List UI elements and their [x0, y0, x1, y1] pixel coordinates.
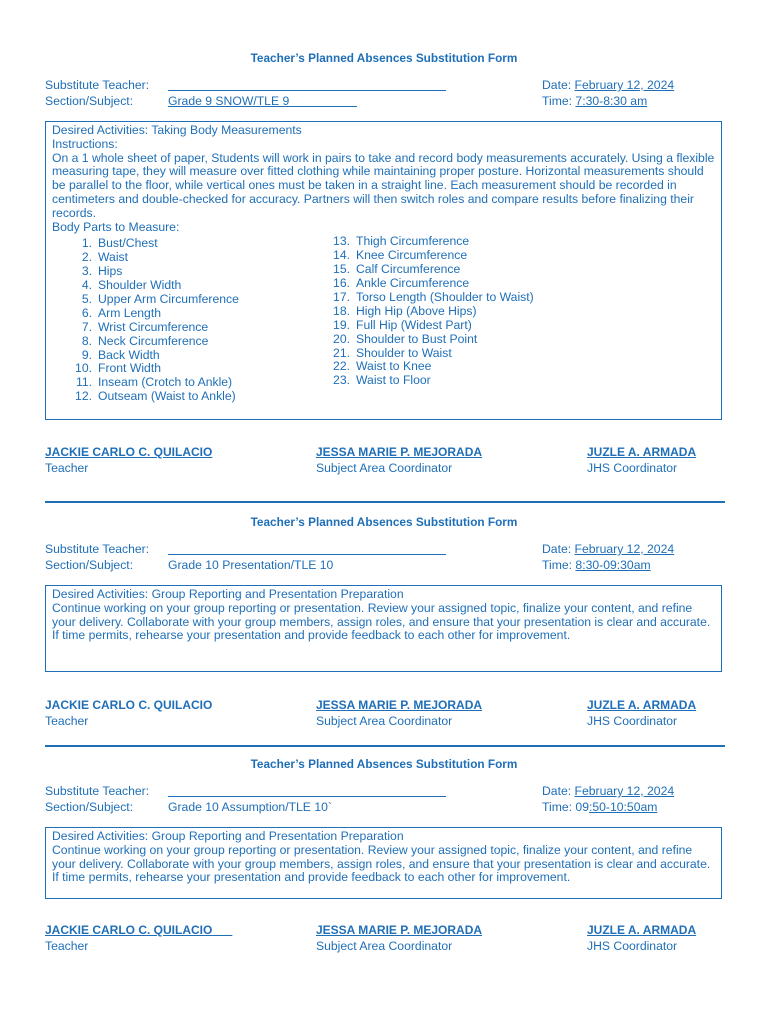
- body-part-number: 18.: [333, 303, 350, 318]
- time-label: Time:: [542, 800, 573, 814]
- instructions-text: On a 1 whole sheet of paper, Students will work in pairs to take and record body measurements accurately. Using a flexible measuring tape, they will measure over fitted clothing while maintaining proper posture. Horizontal measurements should be parallel to the floor, while vertical ones must be taken in a straight line. Each measurement should be recorded in centimeters and double-checked for accuracy. Partners will then switch roles and compare results before finalizing their records.: [52, 150, 715, 220]
- date-value: February 12, 2024: [574, 542, 675, 556]
- signature-role: JHS Coordinator: [587, 714, 678, 728]
- substitute-label: Substitute Teacher:: [45, 78, 150, 92]
- body-part-number: 14.: [333, 248, 350, 263]
- form-divider: [45, 501, 725, 503]
- body-part-number: 4.: [81, 278, 92, 293]
- time-value: 7:30-8:30 am: [575, 94, 648, 108]
- body-parts-lists: [52, 234, 715, 404]
- body-part-number: 15.: [333, 262, 350, 277]
- body-part-number: 8.: [81, 333, 92, 348]
- time-field: [542, 800, 657, 814]
- substitute-blank-line: [168, 90, 446, 91]
- body-part-label: Waist to Knee: [356, 359, 432, 374]
- section-label: Section/Subject:: [45, 558, 134, 572]
- body-part-label: Ankle Circumference: [356, 276, 470, 291]
- signature-name: JACKIE CARLO C. QUILACIO: [45, 698, 213, 712]
- body-part-label: Bust/Chest: [98, 236, 158, 251]
- body-part-item: [64, 362, 239, 376]
- signature-name: JUZLE A. ARMADA: [587, 923, 697, 937]
- body-part-label: Thigh Circumference: [356, 234, 470, 249]
- signature-role: Subject Area Coordinator: [316, 461, 453, 475]
- body-part-number: 1.: [81, 236, 92, 251]
- time-prefix: 09: [575, 800, 589, 814]
- signature-subject-coordinator: [316, 923, 482, 953]
- body-part-number: 7.: [81, 319, 92, 334]
- form-title: Teacher’s Planned Absences Substitution Form: [250, 515, 518, 529]
- date-label: Date:: [542, 78, 572, 92]
- body-part-label: Shoulder to Waist: [356, 345, 452, 360]
- parts-label: Body Parts to Measure:: [52, 219, 180, 234]
- body-part-item: [64, 251, 239, 265]
- section-row: [45, 94, 725, 110]
- body-part-label: Knee Circumference: [356, 248, 468, 263]
- body-part-item: [322, 360, 534, 374]
- body-part-number: 2.: [81, 250, 92, 265]
- section-label: Section/Subject:: [45, 800, 134, 814]
- body-part-item: [64, 307, 239, 321]
- date-field: [542, 784, 674, 798]
- body-part-label: Waist to Floor: [356, 373, 431, 388]
- body-part-label: Waist: [98, 250, 129, 265]
- body-part-item: [64, 321, 239, 335]
- time-field: [542, 94, 647, 108]
- signature-name-text: JACKIE CARLO C. QUILACIO: [45, 923, 213, 937]
- form-divider: [45, 745, 725, 747]
- substitute-blank-line: [168, 554, 446, 555]
- body-part-label: High Hip (Above Hips): [356, 303, 477, 318]
- signature-role: Teacher: [45, 939, 89, 953]
- body-part-item: [64, 376, 239, 390]
- substitute-label: Substitute Teacher:: [45, 784, 150, 798]
- substitute-blank-line: [168, 796, 446, 797]
- body-part-item: [322, 277, 534, 291]
- activity-line: Desired Activities: Taking Body Measurements: [52, 123, 302, 137]
- body-parts-list-left: [64, 237, 239, 404]
- form-title: Teacher’s Planned Absences Substitution Form: [250, 51, 518, 65]
- body-part-label: Front Width: [98, 361, 161, 376]
- signature-role: Subject Area Coordinator: [316, 939, 453, 953]
- body-part-item: [64, 293, 239, 307]
- activity-line: Desired Activities: Group Reporting and Presentation Preparation: [52, 829, 404, 843]
- body-part-item: [322, 333, 534, 347]
- body-part-label: Shoulder to Bust Point: [356, 331, 478, 346]
- body-part-number: 20.: [333, 331, 350, 346]
- form-title: Teacher’s Planned Absences Substitution Form: [250, 757, 518, 771]
- signature-teacher: [45, 923, 232, 953]
- signature-jhs-coordinator: [587, 698, 696, 728]
- body-part-number: 12.: [75, 389, 92, 404]
- section-row: [45, 800, 725, 816]
- section-value: Grade 10 Presentation/TLE 10: [168, 558, 334, 572]
- body-part-label: Outseam (Waist to Ankle): [98, 389, 236, 404]
- signature-role: Subject Area Coordinator: [316, 714, 453, 728]
- body-part-label: Neck Circumference: [98, 333, 209, 348]
- signature-teacher: [45, 698, 212, 728]
- signature-name: [45, 923, 232, 939]
- body-part-number: 19.: [333, 317, 350, 332]
- body-part-item: [322, 235, 534, 249]
- date-value: February 12, 2024: [574, 78, 675, 92]
- time-label: Time:: [542, 558, 573, 572]
- body-part-label: Full Hip (Widest Part): [356, 317, 472, 332]
- activity-box: [45, 121, 722, 420]
- signature-name: JUZLE A. ARMADA: [587, 698, 697, 712]
- time-field: [542, 558, 651, 572]
- substitute-row: [45, 542, 725, 558]
- body-part-label: Shoulder Width: [98, 278, 182, 293]
- signature-name: JESSA MARIE P. MEJORADA: [316, 698, 483, 712]
- signature-jhs-coordinator: [587, 445, 696, 475]
- body-part-item: [64, 237, 239, 251]
- body-part-number: 22.: [333, 359, 350, 374]
- body-part-label: Hips: [98, 264, 123, 279]
- body-part-number: 5.: [81, 291, 92, 306]
- date-field: [542, 78, 674, 92]
- body-part-item: [64, 279, 239, 293]
- body-part-item: [322, 319, 534, 333]
- body-part-item: [322, 374, 534, 388]
- substitute-row: [45, 78, 725, 94]
- body-part-item: [322, 291, 534, 305]
- body-part-item: [322, 263, 534, 277]
- signature-teacher: [45, 445, 212, 475]
- date-value: February 12, 2024: [574, 784, 675, 798]
- activity-box: [45, 585, 722, 672]
- signature-role: Teacher: [45, 714, 89, 728]
- body-part-label: Upper Arm Circumference: [98, 291, 239, 306]
- substitute-label: Substitute Teacher:: [45, 542, 150, 556]
- body-part-number: 3.: [81, 264, 92, 279]
- body-part-number: 23.: [333, 373, 350, 388]
- date-label: Date:: [542, 784, 572, 798]
- activity-body: Continue working on your group reporting or presentation. Review your assigned topic, finalize your content, and refine your delivery. Collaborate with your group members, assign roles, and ensure that your presentation is clear and accurate. If time permits, rehearse your presentation and provide feedback to each other for improvement.: [52, 600, 711, 643]
- body-part-number: 16.: [333, 276, 350, 291]
- section-row: [45, 558, 725, 574]
- time-value: 8:30-09:30am: [575, 558, 651, 572]
- signature-role: JHS Coordinator: [587, 939, 678, 953]
- signature-jhs-coordinator: [587, 923, 696, 953]
- body-part-label: Back Width: [98, 347, 160, 362]
- signature-subject-coordinator: [316, 698, 482, 728]
- body-part-label: Calf Circumference: [356, 262, 461, 277]
- body-part-number: 11.: [75, 375, 92, 390]
- body-part-number: 9.: [81, 347, 92, 362]
- activity-box: [45, 827, 722, 899]
- body-part-item: [322, 249, 534, 263]
- date-label: Date:: [542, 542, 572, 556]
- time-label: Time:: [542, 94, 573, 108]
- signature-name: JESSA MARIE P. MEJORADA: [316, 445, 483, 459]
- body-part-label: Torso Length (Shoulder to Waist): [356, 289, 534, 304]
- time-value: :50-10:50am: [588, 800, 658, 814]
- body-part-item: [322, 305, 534, 319]
- signature-role: JHS Coordinator: [587, 461, 678, 475]
- date-field: [542, 542, 674, 556]
- signature-role: Teacher: [45, 461, 89, 475]
- body-part-item: [64, 265, 239, 279]
- body-part-item: [64, 390, 239, 404]
- body-part-label: Arm Length: [98, 305, 162, 320]
- body-part-number: 13.: [333, 234, 350, 249]
- body-part-item: [64, 335, 239, 349]
- signature-subject-coordinator: [316, 445, 482, 475]
- activity-body: Continue working on your group reporting or presentation. Review your assigned topic, finalize your content, and refine your delivery. Collaborate with your group members, assign roles, and ensure that your presentation is clear and accurate. If time permits, rehearse your presentation and provide feedback to each other for improvement.: [52, 842, 711, 885]
- instructions-label: Instructions:: [52, 136, 118, 151]
- signature-name: JUZLE A. ARMADA: [587, 445, 697, 459]
- body-parts-list-right: [322, 235, 534, 388]
- section-value-text: Grade 9 SNOW/TLE 9: [168, 94, 290, 108]
- activity-line: Desired Activities: Group Reporting and Presentation Preparation: [52, 587, 404, 601]
- body-part-number: 6.: [81, 305, 92, 320]
- body-part-label: Inseam (Crotch to Ankle): [98, 375, 233, 390]
- section-label: Section/Subject:: [45, 94, 134, 108]
- section-value: [168, 94, 357, 108]
- substitute-row: [45, 784, 725, 800]
- signature-name: JESSA MARIE P. MEJORADA: [316, 923, 483, 937]
- section-value: Grade 10 Assumption/TLE 10`: [168, 800, 332, 814]
- body-part-label: Wrist Circumference: [98, 319, 209, 334]
- body-part-number: 21.: [333, 345, 350, 360]
- body-part-number: 17.: [333, 289, 350, 304]
- body-part-item: [64, 349, 239, 363]
- body-part-item: [322, 347, 534, 361]
- body-part-number: 10.: [75, 361, 92, 376]
- signature-name: JACKIE CARLO C. QUILACIO: [45, 445, 213, 459]
